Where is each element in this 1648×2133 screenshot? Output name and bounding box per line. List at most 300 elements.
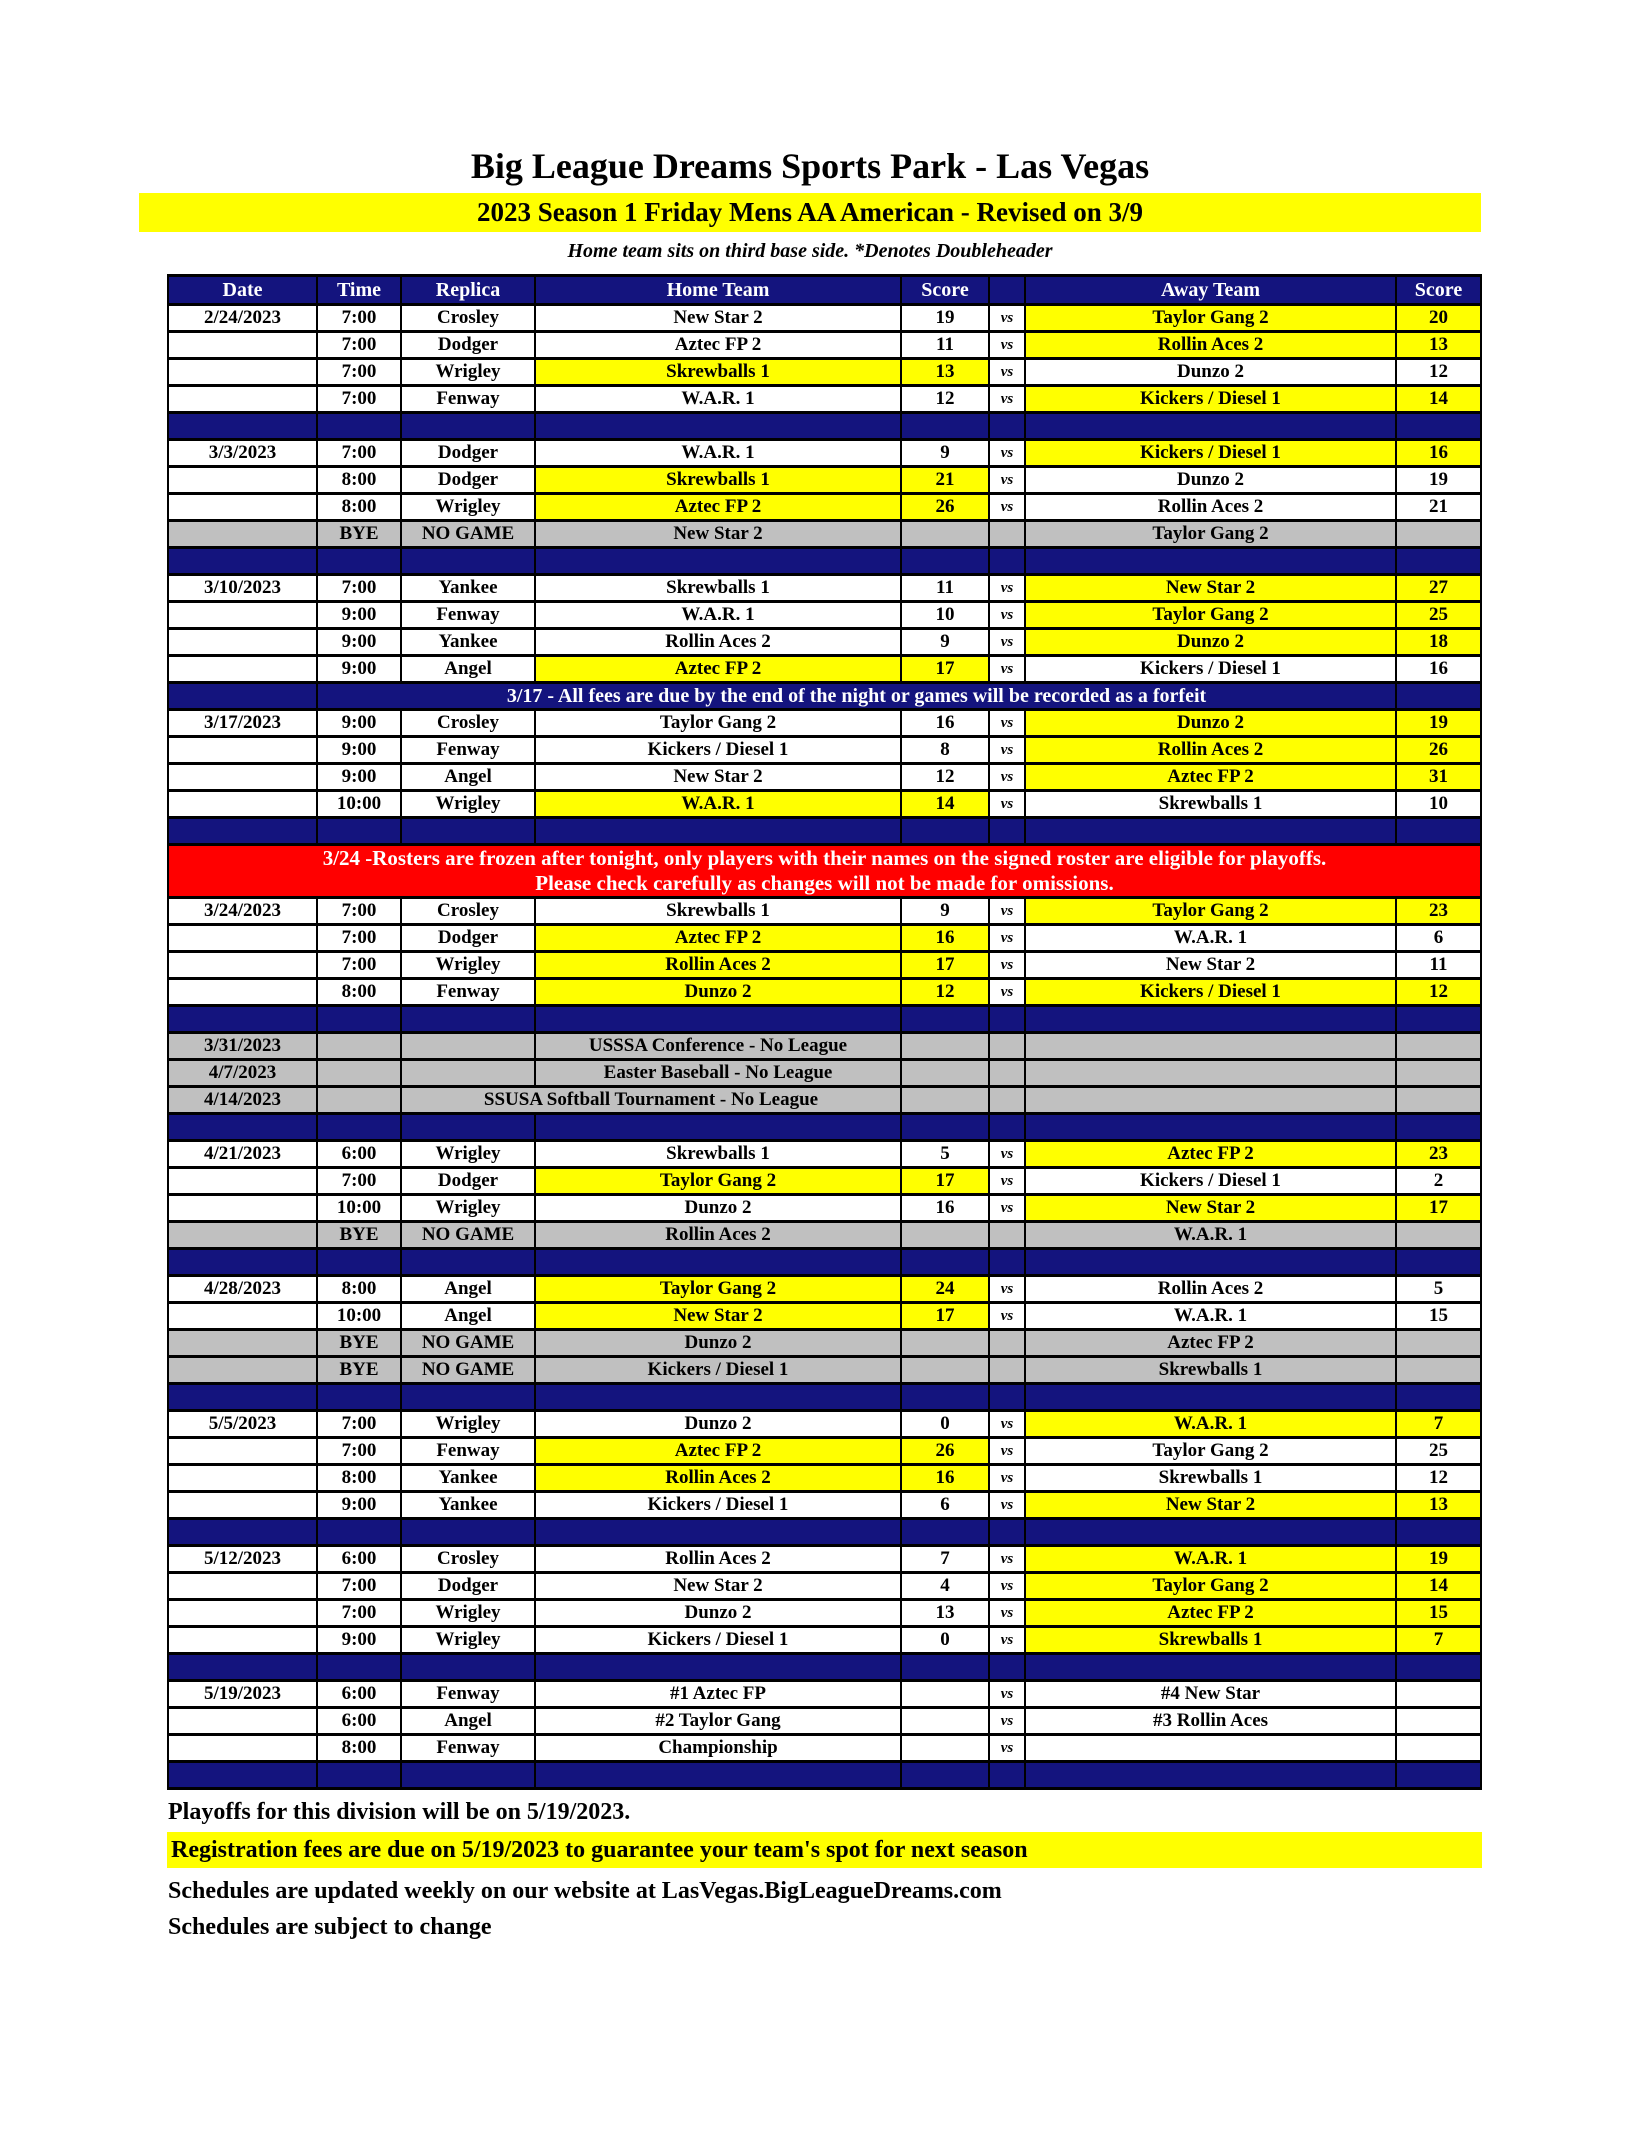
date-cell xyxy=(168,1600,317,1627)
home-score-cell: 16 xyxy=(901,925,989,952)
registration-banner xyxy=(167,1832,1482,1868)
separator-cell xyxy=(535,1654,901,1681)
separator-cell xyxy=(1396,1519,1481,1546)
home-score-cell: 17 xyxy=(901,1303,989,1330)
away-score-cell xyxy=(1396,1222,1481,1249)
separator-cell xyxy=(901,413,989,440)
away-score-cell: 13 xyxy=(1396,332,1481,359)
away-team-cell: W.A.R. 1 xyxy=(1025,1222,1396,1249)
row-note xyxy=(168,683,1481,710)
row-game xyxy=(168,386,1481,413)
separator-cell xyxy=(1396,1249,1481,1276)
time-cell: 7:00 xyxy=(317,386,401,413)
separator-cell xyxy=(1025,413,1396,440)
replica-cell: Wrigley xyxy=(401,1141,535,1168)
home-team-cell: Kickers / Diesel 1 xyxy=(535,1627,901,1654)
separator-cell xyxy=(1025,818,1396,845)
separator-cell xyxy=(989,1654,1025,1681)
away-team-cell: Skrewballs 1 xyxy=(1025,791,1396,818)
separator-cell xyxy=(401,818,535,845)
field-note: Home team sits on third base side. *Denotes Doubleheader xyxy=(567,240,1053,262)
away-score-cell: 16 xyxy=(1396,440,1481,467)
away-score-cell: 19 xyxy=(1396,710,1481,737)
home-score-cell: 11 xyxy=(901,575,989,602)
time-cell: 9:00 xyxy=(317,656,401,683)
separator-cell xyxy=(168,548,317,575)
home-team-cell: Kickers / Diesel 1 xyxy=(535,1492,901,1519)
away-team-cell: Rollin Aces 2 xyxy=(1025,332,1396,359)
separator-cell xyxy=(535,1249,901,1276)
replica-cell: Wrigley xyxy=(401,1195,535,1222)
away-team-cell xyxy=(1025,1087,1396,1114)
time-cell: 7:00 xyxy=(317,925,401,952)
vs-cell xyxy=(989,521,1025,548)
row-game xyxy=(168,1708,1481,1735)
row-bye xyxy=(168,1357,1481,1384)
row-sep xyxy=(168,413,1481,440)
separator-cell xyxy=(1025,1006,1396,1033)
away-team-cell: W.A.R. 1 xyxy=(1025,1411,1396,1438)
separator-cell xyxy=(317,548,401,575)
away-team-cell: Taylor Gang 2 xyxy=(1025,602,1396,629)
date-cell xyxy=(168,925,317,952)
fees-note-cell: 3/17 - All fees are due by the end of the night or games will be recorded as a forfeit xyxy=(317,683,1396,710)
replica-cell: Fenway xyxy=(401,602,535,629)
replica-cell: Angel xyxy=(401,1708,535,1735)
home-team-cell: Rollin Aces 2 xyxy=(535,1465,901,1492)
date-cell xyxy=(168,791,317,818)
time-cell: 9:00 xyxy=(317,710,401,737)
home-team-cell: #2 Taylor Gang xyxy=(535,1708,901,1735)
home-team-cell: Rollin Aces 2 xyxy=(535,629,901,656)
separator-cell xyxy=(1396,1006,1481,1033)
home-score-cell: 5 xyxy=(901,1141,989,1168)
row-game xyxy=(168,359,1481,386)
time-cell: 9:00 xyxy=(317,1627,401,1654)
row-game xyxy=(168,1492,1481,1519)
home-team-cell: Rollin Aces 2 xyxy=(535,1546,901,1573)
row-event xyxy=(168,1033,1481,1060)
schedule-table-body xyxy=(168,305,1481,1789)
separator-cell xyxy=(1396,1384,1481,1411)
home-score-cell: 9 xyxy=(901,629,989,656)
separator-cell xyxy=(317,1519,401,1546)
replica-cell: Fenway xyxy=(401,386,535,413)
separator-cell xyxy=(901,1249,989,1276)
date-cell: 3/17/2023 xyxy=(168,710,317,737)
home-team-cell: Skrewballs 1 xyxy=(535,359,901,386)
time-cell: 8:00 xyxy=(317,1465,401,1492)
time-cell: 10:00 xyxy=(317,1195,401,1222)
home-score-cell: 13 xyxy=(901,1600,989,1627)
row-sep xyxy=(168,548,1481,575)
replica-cell: Wrigley xyxy=(401,952,535,979)
time-cell: 6:00 xyxy=(317,1708,401,1735)
away-score-cell xyxy=(1396,521,1481,548)
home-score-cell: 9 xyxy=(901,898,989,925)
away-score-cell: 14 xyxy=(1396,386,1481,413)
vs-cell: vs xyxy=(989,1627,1025,1654)
away-team-cell: Rollin Aces 2 xyxy=(1025,737,1396,764)
away-score-cell: 23 xyxy=(1396,898,1481,925)
replica-cell: Yankee xyxy=(401,1465,535,1492)
row-game xyxy=(168,1600,1481,1627)
separator-cell xyxy=(401,1114,535,1141)
date-cell: 3/3/2023 xyxy=(168,440,317,467)
row-sep xyxy=(168,1384,1481,1411)
row-game xyxy=(168,1627,1481,1654)
home-score-cell: 12 xyxy=(901,764,989,791)
date-cell xyxy=(168,1357,317,1384)
home-score-cell: 8 xyxy=(901,737,989,764)
separator-cell xyxy=(901,1114,989,1141)
away-score-cell: 15 xyxy=(1396,1303,1481,1330)
replica-cell: Dodger xyxy=(401,332,535,359)
separator-cell xyxy=(401,1654,535,1681)
row-game xyxy=(168,979,1481,1006)
vs-cell: vs xyxy=(989,602,1025,629)
separator-cell xyxy=(317,1762,401,1789)
separator-cell xyxy=(1025,1249,1396,1276)
away-team-cell: Dunzo 2 xyxy=(1025,710,1396,737)
home-score-cell: 17 xyxy=(901,952,989,979)
separator-cell xyxy=(1396,413,1481,440)
separator-cell xyxy=(168,1519,317,1546)
date-cell xyxy=(168,1627,317,1654)
time-cell: 7:00 xyxy=(317,1600,401,1627)
date-cell xyxy=(168,1573,317,1600)
vs-cell: vs xyxy=(989,925,1025,952)
separator-cell xyxy=(401,1762,535,1789)
home-score-cell: 24 xyxy=(901,1276,989,1303)
home-score-cell xyxy=(901,1681,989,1708)
separator-cell xyxy=(1025,1384,1396,1411)
vs-cell: vs xyxy=(989,1303,1025,1330)
separator-cell xyxy=(168,1114,317,1141)
away-team-cell: Dunzo 2 xyxy=(1025,359,1396,386)
row-game xyxy=(168,925,1481,952)
time-cell xyxy=(317,1033,401,1060)
away-score-cell: 10 xyxy=(1396,791,1481,818)
separator-cell xyxy=(535,1762,901,1789)
away-team-cell: Taylor Gang 2 xyxy=(1025,1573,1396,1600)
row-bye xyxy=(168,1330,1481,1357)
away-team-cell: Aztec FP 2 xyxy=(1025,1330,1396,1357)
vs-cell: vs xyxy=(989,305,1025,332)
vs-cell: vs xyxy=(989,1492,1025,1519)
date-cell xyxy=(168,1222,317,1249)
no-game-cell: NO GAME xyxy=(401,1330,535,1357)
time-cell: 7:00 xyxy=(317,1411,401,1438)
time-cell: 7:00 xyxy=(317,1168,401,1195)
row-game xyxy=(168,1681,1481,1708)
vs-cell: vs xyxy=(989,1600,1025,1627)
away-score-cell: 2 xyxy=(1396,1168,1481,1195)
replica-cell: Angel xyxy=(401,1276,535,1303)
time-cell xyxy=(317,1087,401,1114)
date-cell: 4/28/2023 xyxy=(168,1276,317,1303)
replica-cell: Wrigley xyxy=(401,791,535,818)
row-game xyxy=(168,898,1481,925)
home-score-cell: 26 xyxy=(901,494,989,521)
separator-cell xyxy=(535,548,901,575)
vs-cell: vs xyxy=(989,386,1025,413)
column-header-time: Time xyxy=(317,276,401,305)
home-score-cell: 16 xyxy=(901,710,989,737)
separator-cell xyxy=(901,1654,989,1681)
date-cell xyxy=(168,1195,317,1222)
away-team-cell: #3 Rollin Aces xyxy=(1025,1708,1396,1735)
away-team-cell: W.A.R. 1 xyxy=(1025,1546,1396,1573)
date-cell: 4/7/2023 xyxy=(168,1060,317,1087)
home-score-cell xyxy=(901,1087,989,1114)
vs-cell: vs xyxy=(989,764,1025,791)
roster-notice-line: Please check carefully as changes will not be made for omissions. xyxy=(535,871,1114,895)
date-cell: 3/31/2023 xyxy=(168,1033,317,1060)
time-cell: 10:00 xyxy=(317,791,401,818)
column-header-away-team: Away Team xyxy=(1025,276,1396,305)
roster-notice-cell xyxy=(168,845,1481,898)
away-team-cell: W.A.R. 1 xyxy=(1025,1303,1396,1330)
time-cell: 6:00 xyxy=(317,1546,401,1573)
home-score-cell xyxy=(901,1708,989,1735)
replica-cell: Crosley xyxy=(401,898,535,925)
vs-cell: vs xyxy=(989,952,1025,979)
row-game xyxy=(168,629,1481,656)
vs-cell: vs xyxy=(989,791,1025,818)
separator-cell xyxy=(317,1654,401,1681)
away-team-cell: New Star 2 xyxy=(1025,1492,1396,1519)
date-cell: 5/12/2023 xyxy=(168,1546,317,1573)
home-score-cell: 14 xyxy=(901,791,989,818)
separator-cell xyxy=(901,548,989,575)
separator-cell xyxy=(1396,1762,1481,1789)
date-cell: 5/5/2023 xyxy=(168,1411,317,1438)
time-cell: 7:00 xyxy=(317,575,401,602)
replica-cell: Fenway xyxy=(401,1681,535,1708)
replica-cell xyxy=(401,1033,535,1060)
away-team-cell xyxy=(1025,1060,1396,1087)
home-team-cell: Dunzo 2 xyxy=(535,979,901,1006)
away-team-cell xyxy=(1025,1033,1396,1060)
home-team-cell: Rollin Aces 2 xyxy=(535,1222,901,1249)
vs-cell: vs xyxy=(989,979,1025,1006)
separator-cell xyxy=(168,818,317,845)
away-score-cell: 19 xyxy=(1396,1546,1481,1573)
separator-cell xyxy=(535,413,901,440)
separator-cell xyxy=(401,1519,535,1546)
away-team-cell: Aztec FP 2 xyxy=(1025,1600,1396,1627)
row-game xyxy=(168,1168,1481,1195)
row-game xyxy=(168,1735,1481,1762)
home-team-cell: Aztec FP 2 xyxy=(535,656,901,683)
away-score-cell: 13 xyxy=(1396,1492,1481,1519)
vs-cell xyxy=(989,1222,1025,1249)
date-cell: 2/24/2023 xyxy=(168,305,317,332)
time-cell: 8:00 xyxy=(317,494,401,521)
date-cell xyxy=(168,494,317,521)
home-team-cell: Aztec FP 2 xyxy=(535,332,901,359)
website-note: Schedules are updated weekly on our website at LasVegas.BigLeagueDreams.com xyxy=(168,1878,1002,1904)
column-header-date: Date xyxy=(168,276,317,305)
replica-cell: Dodger xyxy=(401,440,535,467)
vs-cell: vs xyxy=(989,1141,1025,1168)
home-score-cell: 26 xyxy=(901,1438,989,1465)
registration-banner-text: Registration fees are due on 5/19/2023 to guarantee your team's spot for next season xyxy=(171,1836,1028,1863)
row-game xyxy=(168,1573,1481,1600)
row-sep xyxy=(168,1654,1481,1681)
away-score-cell: 20 xyxy=(1396,305,1481,332)
row-game xyxy=(168,656,1481,683)
date-cell xyxy=(168,1438,317,1465)
replica-cell: Wrigley xyxy=(401,494,535,521)
away-score-cell: 21 xyxy=(1396,494,1481,521)
away-score-cell: 15 xyxy=(1396,1600,1481,1627)
row-game xyxy=(168,332,1481,359)
home-score-cell: 11 xyxy=(901,332,989,359)
time-cell: 9:00 xyxy=(317,1492,401,1519)
away-team-cell: New Star 2 xyxy=(1025,1195,1396,1222)
home-team-cell: Kickers / Diesel 1 xyxy=(535,737,901,764)
replica-cell: Dodger xyxy=(401,467,535,494)
time-cell: 7:00 xyxy=(317,305,401,332)
away-score-cell xyxy=(1396,1681,1481,1708)
row-game xyxy=(168,737,1481,764)
away-team-cell: Skrewballs 1 xyxy=(1025,1627,1396,1654)
away-score-cell xyxy=(1396,1033,1481,1060)
separator-cell xyxy=(1396,1654,1481,1681)
vs-cell xyxy=(989,1087,1025,1114)
away-score-cell: 12 xyxy=(1396,979,1481,1006)
vs-cell: vs xyxy=(989,710,1025,737)
home-score-cell xyxy=(901,1330,989,1357)
separator-cell xyxy=(317,1384,401,1411)
separator-cell xyxy=(1025,548,1396,575)
away-score-cell: 16 xyxy=(1396,656,1481,683)
home-score-cell: 6 xyxy=(901,1492,989,1519)
separator-cell xyxy=(168,1249,317,1276)
separator-cell xyxy=(317,818,401,845)
home-score-cell xyxy=(901,1033,989,1060)
away-score-cell: 17 xyxy=(1396,1195,1481,1222)
date-cell xyxy=(168,1735,317,1762)
home-team-cell: Rollin Aces 2 xyxy=(535,952,901,979)
time-cell: 8:00 xyxy=(317,1735,401,1762)
home-score-cell: 17 xyxy=(901,656,989,683)
vs-cell xyxy=(989,1060,1025,1087)
separator-cell xyxy=(317,413,401,440)
home-score-cell xyxy=(901,1735,989,1762)
replica-cell: Fenway xyxy=(401,1735,535,1762)
date-cell xyxy=(168,521,317,548)
home-team-cell: New Star 2 xyxy=(535,1303,901,1330)
away-score-cell xyxy=(1396,1087,1481,1114)
row-game xyxy=(168,764,1481,791)
home-team-cell: Aztec FP 2 xyxy=(535,1438,901,1465)
replica-cell: Dodger xyxy=(401,1573,535,1600)
away-score-cell: 11 xyxy=(1396,952,1481,979)
home-team-cell: Dunzo 2 xyxy=(535,1600,901,1627)
home-team-cell: New Star 2 xyxy=(535,521,901,548)
row-sep xyxy=(168,1006,1481,1033)
row-sep xyxy=(168,1249,1481,1276)
home-team-cell: W.A.R. 1 xyxy=(535,791,901,818)
replica-cell: Dodger xyxy=(401,925,535,952)
page-title: Big League Dreams Sports Park - Las Vegas xyxy=(470,146,1150,186)
date-cell: 5/19/2023 xyxy=(168,1681,317,1708)
replica-cell: Crosley xyxy=(401,1546,535,1573)
date-cell xyxy=(168,1330,317,1357)
separator-cell xyxy=(168,1006,317,1033)
separator-cell xyxy=(1025,1114,1396,1141)
separator-cell xyxy=(317,1249,401,1276)
date-cell xyxy=(168,656,317,683)
separator-cell xyxy=(168,1654,317,1681)
date-cell xyxy=(168,386,317,413)
vs-cell: vs xyxy=(989,1438,1025,1465)
home-team-cell: Skrewballs 1 xyxy=(535,467,901,494)
separator-cell xyxy=(401,1006,535,1033)
vs-cell: vs xyxy=(989,359,1025,386)
away-team-cell: Dunzo 2 xyxy=(1025,467,1396,494)
time-cell: 9:00 xyxy=(317,737,401,764)
home-team-cell: Dunzo 2 xyxy=(535,1411,901,1438)
replica-cell: Angel xyxy=(401,656,535,683)
replica-cell: Angel xyxy=(401,1303,535,1330)
away-score-cell: 31 xyxy=(1396,764,1481,791)
row-bye xyxy=(168,521,1481,548)
separator-cell xyxy=(168,1762,317,1789)
away-team-cell: Taylor Gang 2 xyxy=(1025,305,1396,332)
away-score-cell: 5 xyxy=(1396,1276,1481,1303)
time-cell: 7:00 xyxy=(317,952,401,979)
event-cell: Easter Baseball - No League xyxy=(535,1060,901,1087)
event-cell: SSUSA Softball Tournament - No League xyxy=(401,1087,901,1114)
separator-cell xyxy=(535,1114,901,1141)
home-team-cell: W.A.R. 1 xyxy=(535,602,901,629)
vs-cell: vs xyxy=(989,332,1025,359)
date-cell xyxy=(168,467,317,494)
replica-cell: Fenway xyxy=(401,979,535,1006)
time-cell: 10:00 xyxy=(317,1303,401,1330)
row-bye xyxy=(168,1222,1481,1249)
home-team-cell: Taylor Gang 2 xyxy=(535,1168,901,1195)
bye-cell: BYE xyxy=(317,521,401,548)
column-header-replica: Replica xyxy=(401,276,535,305)
replica-cell xyxy=(401,1060,535,1087)
away-team-cell xyxy=(1025,1735,1396,1762)
vs-cell: vs xyxy=(989,440,1025,467)
vs-cell xyxy=(989,1357,1025,1384)
replica-cell: Yankee xyxy=(401,629,535,656)
home-score-cell xyxy=(901,1060,989,1087)
vs-cell: vs xyxy=(989,629,1025,656)
away-team-cell: Dunzo 2 xyxy=(1025,629,1396,656)
away-team-cell: Taylor Gang 2 xyxy=(1025,898,1396,925)
home-team-cell: Dunzo 2 xyxy=(535,1195,901,1222)
separator-cell xyxy=(989,1249,1025,1276)
separator-cell xyxy=(1025,1654,1396,1681)
season-banner-text: 2023 Season 1 Friday Mens AA American - Revised on 3/9 xyxy=(477,197,1143,227)
separator-cell xyxy=(1025,1762,1396,1789)
away-score-cell: 27 xyxy=(1396,575,1481,602)
separator-cell xyxy=(989,1762,1025,1789)
home-team-cell: W.A.R. 1 xyxy=(535,386,901,413)
home-team-cell: Taylor Gang 2 xyxy=(535,710,901,737)
home-team-cell: Aztec FP 2 xyxy=(535,925,901,952)
row-game xyxy=(168,1465,1481,1492)
date-cell xyxy=(168,952,317,979)
